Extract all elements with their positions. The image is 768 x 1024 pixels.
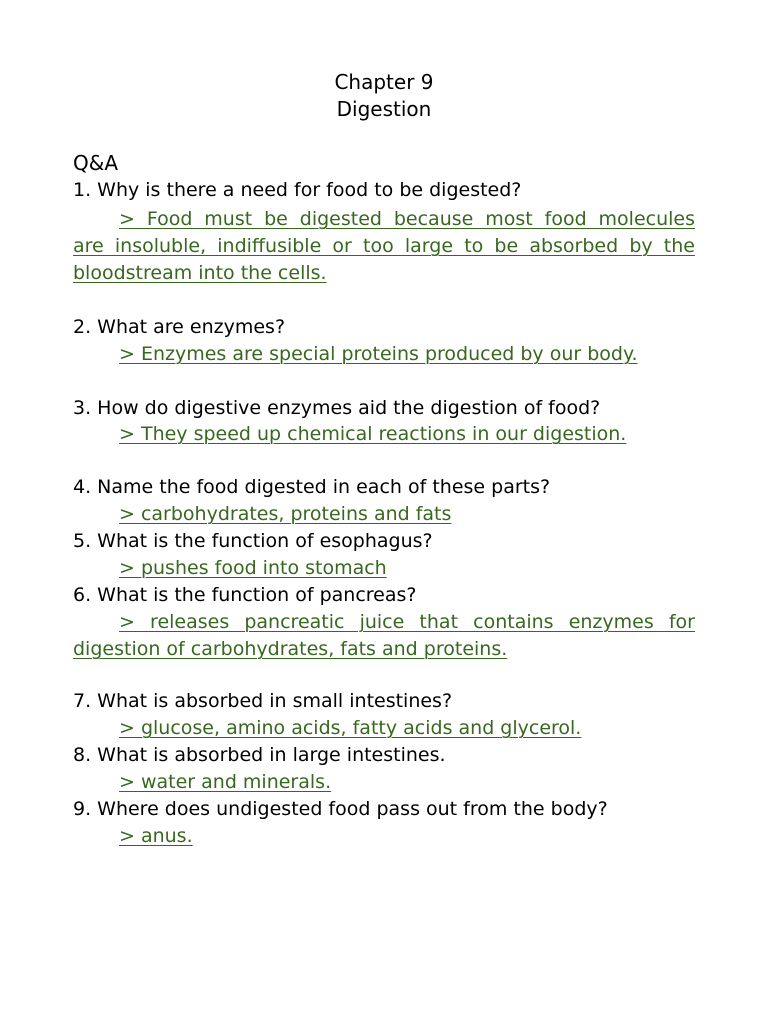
answer-2: > Enzymes are special proteins produced by our body. [119,343,638,365]
question-1: 1. Why is there a need for food to be digested? [73,179,522,201]
question-2: 2. What are enzymes? [73,316,286,338]
answer-7: > glucose, amino acids, fatty acids and glycerol. [119,717,582,739]
question-7: 7. What is absorbed in small intestines? [73,690,453,712]
question-6: 6. What is the function of pancreas? [73,584,417,606]
answer-1-line-2: are insoluble, indiffusible or too large to be absorbed by the [73,235,695,257]
answer-6-line-2: digestion of carbohydrates, fats and proteins. [73,638,508,660]
answer-4: > carbohydrates, proteins and fats [119,503,452,525]
answer-8: > water and minerals. [119,771,332,793]
answer-9: > anus. [119,825,193,847]
answer-1-line-3: bloodstream into the cells. [73,262,327,284]
question-5: 5. What is the function of esophagus? [73,530,433,552]
answer-6 [73,609,695,663]
answer-5: > pushes food into stomach [119,557,387,579]
answer-3: > They speed up chemical reactions in our digestion. [119,423,627,445]
answer-6-line-1: > releases pancreatic juice that contains enzymes for [119,611,695,633]
chapter-topic: Digestion [336,97,432,121]
question-9: 9. Where does undigested food pass out from the body? [73,798,608,820]
answer-1-line-1: > Food must be digested because most food molecules [119,208,695,230]
question-4: 4. Name the food digested in each of these parts? [73,476,551,498]
question-3: 3. How do digestive enzymes aid the digestion of food? [73,397,601,419]
section-label: Q&A [73,151,119,175]
chapter-title: Chapter 9 [334,70,434,94]
answer-1 [73,206,695,287]
question-8: 8. What is absorbed in large intestines. [73,744,446,766]
